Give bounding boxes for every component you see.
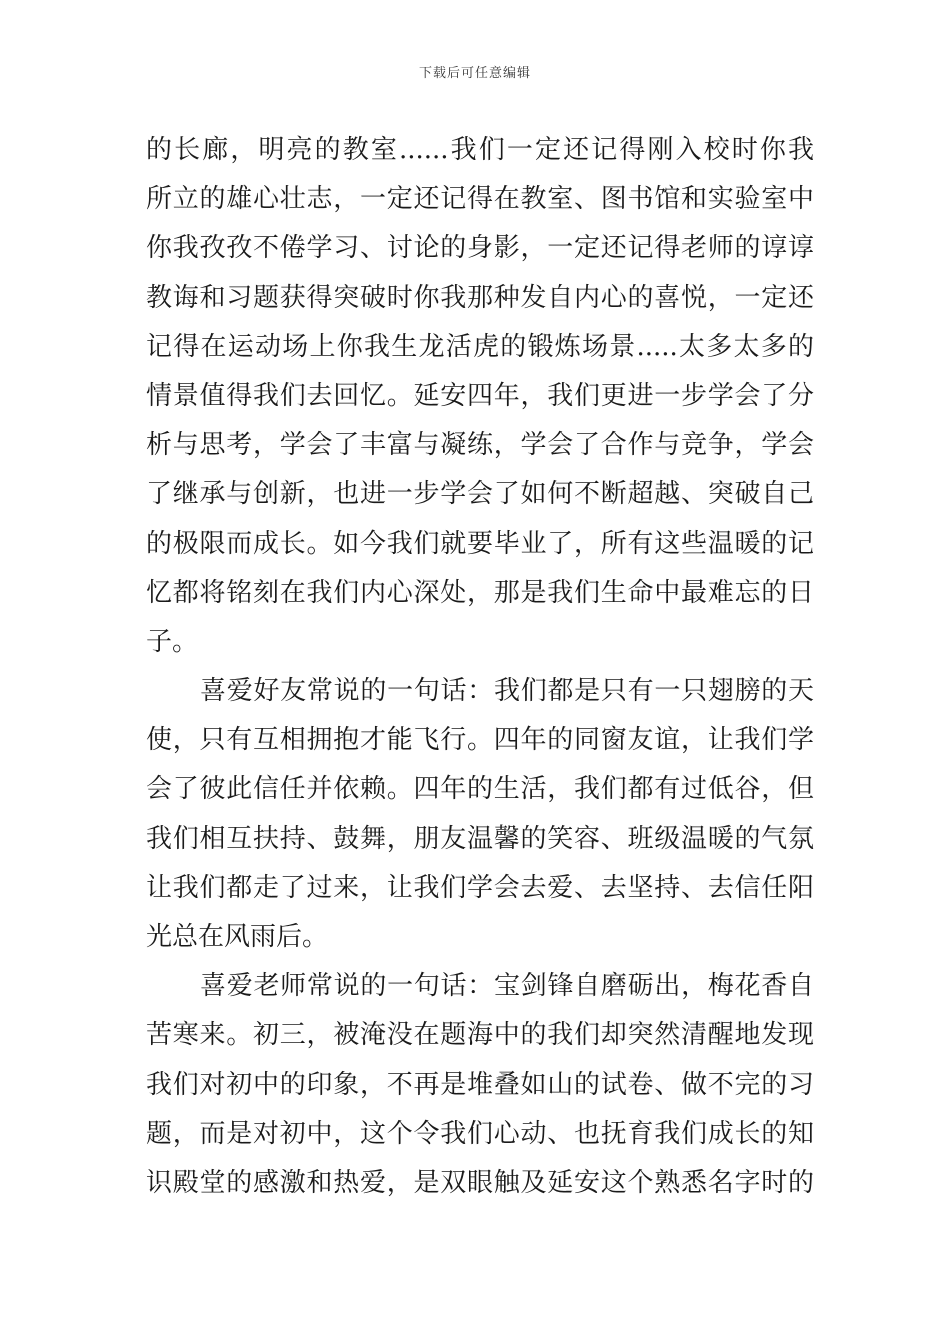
- text-line: 识殿堂的感激和热爱，是双眼触及延安这个熟悉名字时的: [146, 1167, 814, 1198]
- text-line: 所立的雄心壮志，一定还记得在教室、图书馆和实验室中: [146, 184, 814, 215]
- text-line: 我们对初中的印象，不再是堆叠如山的试卷、做不完的习: [146, 1069, 814, 1100]
- text-line: 让我们都走了过来，让我们学会去爱、去坚持、去信任阳: [146, 872, 814, 903]
- text-line: 子。: [146, 626, 199, 657]
- text-line: 喜爱好友常说的一句话：我们都是只有一只翅膀的天: [200, 676, 814, 707]
- text-line: 会了彼此信任并依赖。四年的生活，我们都有过低谷，但: [146, 774, 814, 805]
- text-line: 的长廊，明亮的教室......我们一定还记得刚入校时你我: [146, 135, 814, 165]
- text-line: 苦寒来。初三，被淹没在题海中的我们却突然清醒地发现: [146, 1020, 814, 1051]
- text-line: 题，而是对初中，这个令我们心动、也抚育我们成长的知: [146, 1118, 814, 1149]
- text-line: 使，只有互相拥抱才能飞行。四年的同窗友谊，让我们学: [146, 725, 814, 756]
- page-header: 下载后可任意编辑: [418, 66, 531, 81]
- text-line: 你我孜孜不倦学习、讨论的身影，一定还记得老师的谆谆: [146, 233, 814, 264]
- text-line: 析与思考，学会了丰富与凝练，学会了合作与竞争，学会: [146, 430, 814, 461]
- text-line: 情景值得我们去回忆。延安四年，我们更进一步学会了分: [146, 380, 814, 411]
- text-line: 记得在运动场上你我生龙活虎的锻炼场景.....太多太多的: [146, 331, 814, 362]
- text-line: 光总在风雨后。: [146, 922, 329, 952]
- text-line: 忆都将铭刻在我们内心深处，那是我们生命中最难忘的日: [146, 577, 814, 608]
- body-text: [146, 126, 814, 1208]
- text-line: 了继承与创新，也进一步学会了如何不断超越、突破自己: [146, 479, 814, 510]
- text-line: 的极限而成长。如今我们就要毕业了，所有这些温暖的记: [146, 528, 814, 559]
- text-line: 喜爱老师常说的一句话：宝剑锋自磨砺出，梅花香自: [200, 971, 814, 1002]
- text-line: 教诲和习题获得突破时你我那种发自内心的喜悦，一定还: [146, 282, 814, 313]
- text-line: 我们相互扶持、鼓舞，朋友温馨的笑容、班级温暖的气氛: [146, 823, 814, 854]
